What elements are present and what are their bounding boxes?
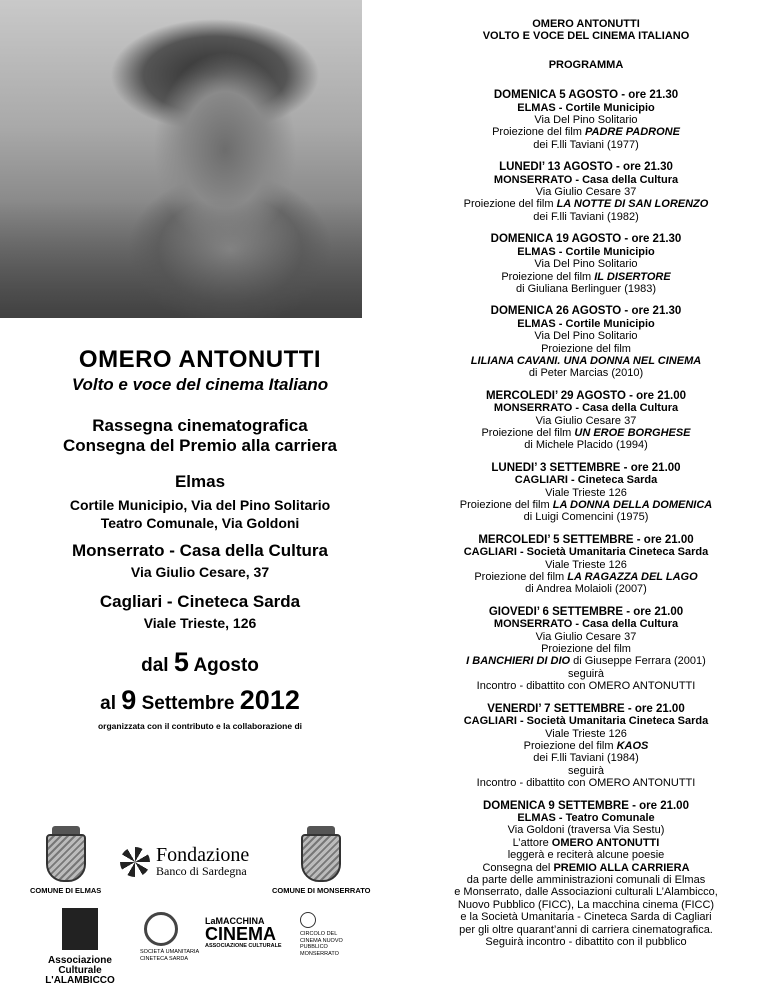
- fondazione-logo: Fondazione Banco di Sardegna: [120, 845, 249, 878]
- circolo-emblem-icon: [300, 912, 316, 928]
- event: GIOVEDI’ 6 SETTEMBRE - ore 21.00 MONSERRATO - Casa della Cultura Via Giulio Cesare 37 Proiezione del film I BANCHIERI DI DIO di Giuseppe Ferrara (2001) seguirà Incontro - dibattito con OMERO ANTONUTTI: [466, 605, 706, 693]
- macchina-cinema-logo: LaMACCHINA CINEMA ASSOCIAZIONE CULTURALE: [205, 916, 282, 949]
- location-monserrato: [0, 541, 400, 581]
- program-column: [408, 18, 764, 948]
- location-address: Viale Trieste, 126: [143, 615, 257, 631]
- alambicco-emblem-icon: [62, 908, 98, 950]
- rassegna-line: Consegna del Premio alla carriera: [62, 436, 337, 455]
- event: MERCOLEDI’ 29 AGOSTO - ore 21.00 MONSERRATO - Casa della Cultura Via Giulio Cesare 37 Proiezione del film UN EROE BORGHESE di Michele Placido (1994): [481, 389, 691, 452]
- location-city: Monserrato - Casa della Cultura: [71, 541, 328, 560]
- location-city: Elmas: [174, 472, 226, 491]
- event: DOMENICA 9 SETTEMBRE - ore 21.00 ELMAS - Teatro Comunale Via Goldoni (traversa Via Sestu) L’attore OMERO ANTONUTTI leggerà e reciterà alcune poesie Consegna del PREMIO ALLA CARRIERA da parte delle amministrazioni comunali di Elmas e Monserrato, dalle Associazioni culturali L’Alambicco, Nuovo Pubblico (FICC), La macchina cinema (FICC) e la Società Umanitaria - Cineteca Sarda di Cagliari per gli oltre quarant’anni di carriera cinematografica. Seguirà incontro - dibattito con il pubblico: [454, 799, 718, 948]
- fondazione-emblem-icon: [120, 847, 150, 877]
- poster-title: OMERO ANTONUTTI: [78, 346, 322, 373]
- comune-monserrato-logo: COMUNE DI MONSERRATO: [272, 826, 370, 895]
- location-elmas: [0, 472, 400, 532]
- crown-icon: [307, 826, 335, 834]
- date-to: al 9 Settembre 2012: [100, 685, 300, 715]
- location-address: Teatro Comunale, Via Goldoni: [100, 515, 300, 531]
- crown-icon: [52, 826, 80, 834]
- event: VENERDI’ 7 SETTEMBRE - ore 21.00 CAGLIARI - Società Umanitaria Cineteca Sarda Viale Trieste 126 Proiezione del film KAOS dei F.lli Taviani (1984) seguirà Incontro - dibattito con OMERO ANTONUTTI: [463, 702, 709, 790]
- event: DOMENICA 19 AGOSTO - ore 21.30 ELMAS - Cortile Municipio Via Del Pino Solitario Proiezione del film IL DISERTORE di Giuliana Berlinguer (1983): [490, 233, 682, 295]
- event: LUNEDI’ 13 AGOSTO - ore 21.30 MONSERRATO - Casa della Cultura Via Giulio Cesare 37 Proiezione del film LA NOTTE DI SAN LORENZO dei F.lli Taviani (1982): [463, 161, 709, 223]
- event: MERCOLEDI’ 5 SETTEMBRE - ore 21.00 CAGLIARI - Società Umanitaria Cineteca Sarda Viale Trieste 126 Proiezione del film LA RAGAZZA DEL LAGO di Andrea Molaioli (2007): [463, 533, 709, 596]
- date-range: [0, 645, 400, 721]
- portrait-shadow: [0, 200, 362, 318]
- alambicco-logo: Associazione Culturale L'ALAMBICCO: [30, 908, 130, 986]
- date-from: dal 5 Agosto: [141, 647, 259, 677]
- event: DOMENICA 26 AGOSTO - ore 21.30 ELMAS - Cortile Municipio Via Del Pino Solitario Proiezione del film LILIANA CAVANI. UNA DONNA NEL CINEMA di Peter Marcias (2010): [470, 305, 702, 380]
- rassegna-line: Rassegna cinematografica: [92, 416, 308, 435]
- comune-elmas-logo: COMUNE DI ELMAS: [30, 826, 101, 895]
- poster-subtitle: Volto e voce del cinema Italiano: [71, 375, 329, 394]
- location-address: Via Giulio Cesare, 37: [130, 564, 270, 580]
- program-header: OMERO ANTONUTTI: [532, 18, 640, 30]
- location-address: Cortile Municipio, Via del Pino Solitario: [69, 497, 331, 513]
- rassegna-block: [0, 416, 400, 456]
- location-cagliari: [0, 592, 400, 632]
- coat-of-arms-icon: [301, 834, 341, 882]
- event: DOMENICA 5 AGOSTO - ore 21.30 ELMAS - Cortile Municipio Via Del Pino Solitario Proiezione del film PADRE PADRONE dei F.lli Taviani (1977): [492, 89, 680, 151]
- umanitaria-logo: SOCIETÀ UMANITARIA CINETECA SARDA: [140, 912, 200, 962]
- program-label: PROGRAMMA: [548, 58, 624, 71]
- event: LUNEDI’ 3 SETTEMBRE - ore 21.00 CAGLIARI - Cineteca Sarda Viale Trieste 126 Proiezione del film LA DONNA DELLA DOMENICA di Luigi Comencini (1975): [459, 461, 713, 524]
- organized-by: organizzata con il contributo e la collaborazione di: [97, 721, 303, 731]
- circolo-cinema-logo: CIRCOLO DEL CINEMA NUOVO PUBBLICO MONSERRATO: [300, 912, 350, 957]
- location-city: Cagliari - Cineteca Sarda: [99, 592, 301, 611]
- program-header: VOLTO E VOCE DEL CINEMA ITALIANO: [482, 30, 690, 43]
- umanitaria-emblem-icon: [144, 912, 178, 946]
- coat-of-arms-icon: [46, 834, 86, 882]
